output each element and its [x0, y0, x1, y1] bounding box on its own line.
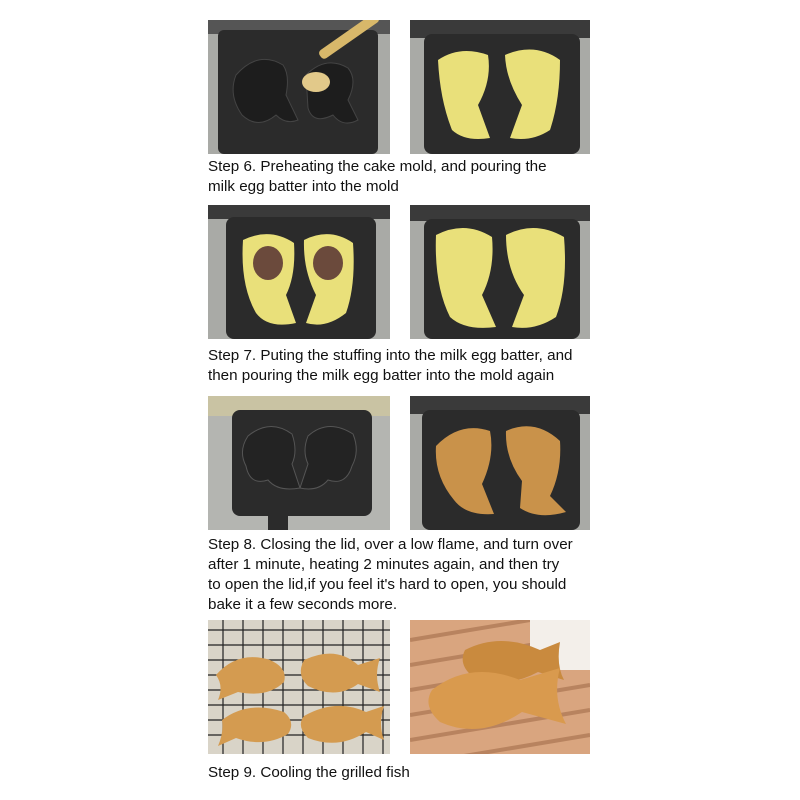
step7-photo-second-pour	[410, 205, 590, 339]
step7-photo-stuffing	[208, 205, 390, 339]
step9-photo-plated-fish	[410, 620, 590, 754]
step6-photo-brushing-mold	[208, 20, 390, 154]
step7-caption: Step 7. Puting the stuffing into the milk egg batter, and then pouring the milk egg batter into the mold again	[208, 347, 573, 384]
step8-photo-lid-closed	[208, 396, 390, 530]
step6-photo-batter-poured	[410, 20, 590, 154]
step9-photo-cooling-rack	[208, 620, 390, 754]
step8-caption: Step 8. Closing the lid, over a low flame, and turn over after 1 minute, heating 2 minutes again, and then try to open the lid,if you feel it's hard to open, you should bake it a few seconds more.	[208, 536, 573, 613]
step6-caption: Step 6. Preheating the cake mold, and pouring the milk egg batter into the mold	[208, 158, 547, 195]
step9-caption: Step 9. Cooling the grilled fish	[208, 764, 410, 781]
step8-photo-grilled-in-mold	[410, 396, 590, 530]
